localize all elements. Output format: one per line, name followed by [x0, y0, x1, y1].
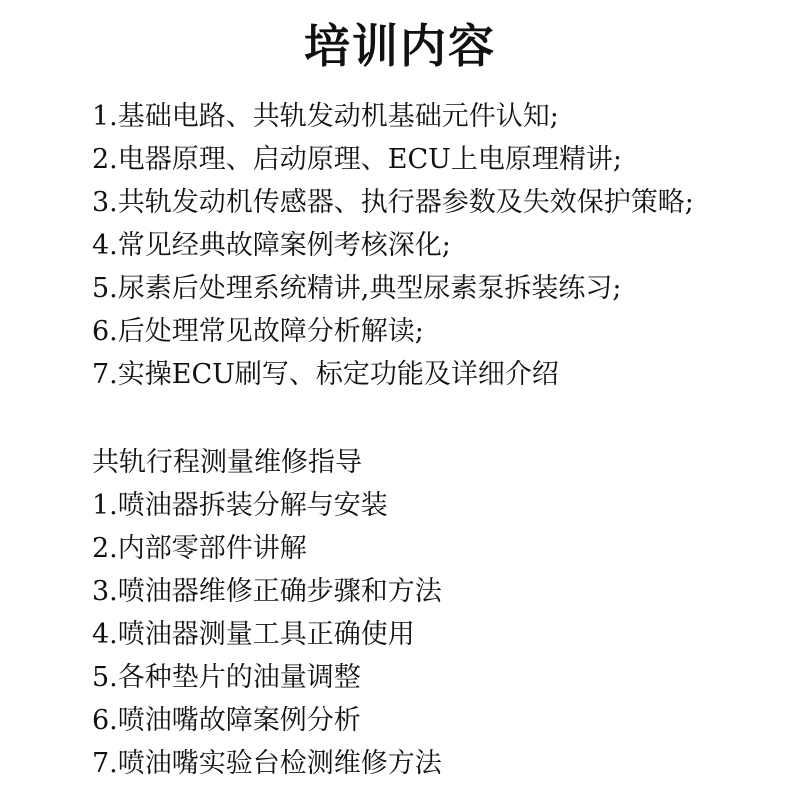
repair-guidance-list	[92, 484, 442, 785]
list-item: 6.后处理常见故障分析解读;	[92, 316, 424, 347]
list-item: 1.基础电路、共轨发动机基础元件认知;	[92, 101, 559, 132]
list-item: 5.尿素后处理系统精讲,典型尿素泵拆装练习;	[92, 273, 622, 304]
list-item: 1.喷油器拆装分解与安装	[92, 490, 388, 521]
list-item: 5.各种垫片的油量调整	[92, 662, 361, 693]
list-item: 7.喷油嘴实验台检测维修方法	[92, 748, 442, 779]
page-title: 培训内容	[304, 19, 496, 73]
list-item: 4.常见经典故障案例考核深化;	[92, 230, 451, 261]
training-content-list	[92, 95, 694, 396]
list-item: 7.实操ECU刷写、标定功能及详细介绍	[92, 359, 559, 390]
list-item: 2.内部零部件讲解	[92, 533, 307, 564]
list-item: 4.喷油器测量工具正确使用	[92, 619, 415, 650]
list-item: 2.电器原理、启动原理、ECU上电原理精讲;	[92, 144, 622, 175]
list-item: 3.共轨发动机传感器、执行器参数及失效保护策略;	[92, 187, 694, 218]
list-item: 6.喷油嘴故障案例分析	[92, 705, 361, 736]
section-heading: 共轨行程测量维修指导	[92, 447, 362, 478]
list-item: 3.喷油器维修正确步骤和方法	[92, 576, 442, 607]
